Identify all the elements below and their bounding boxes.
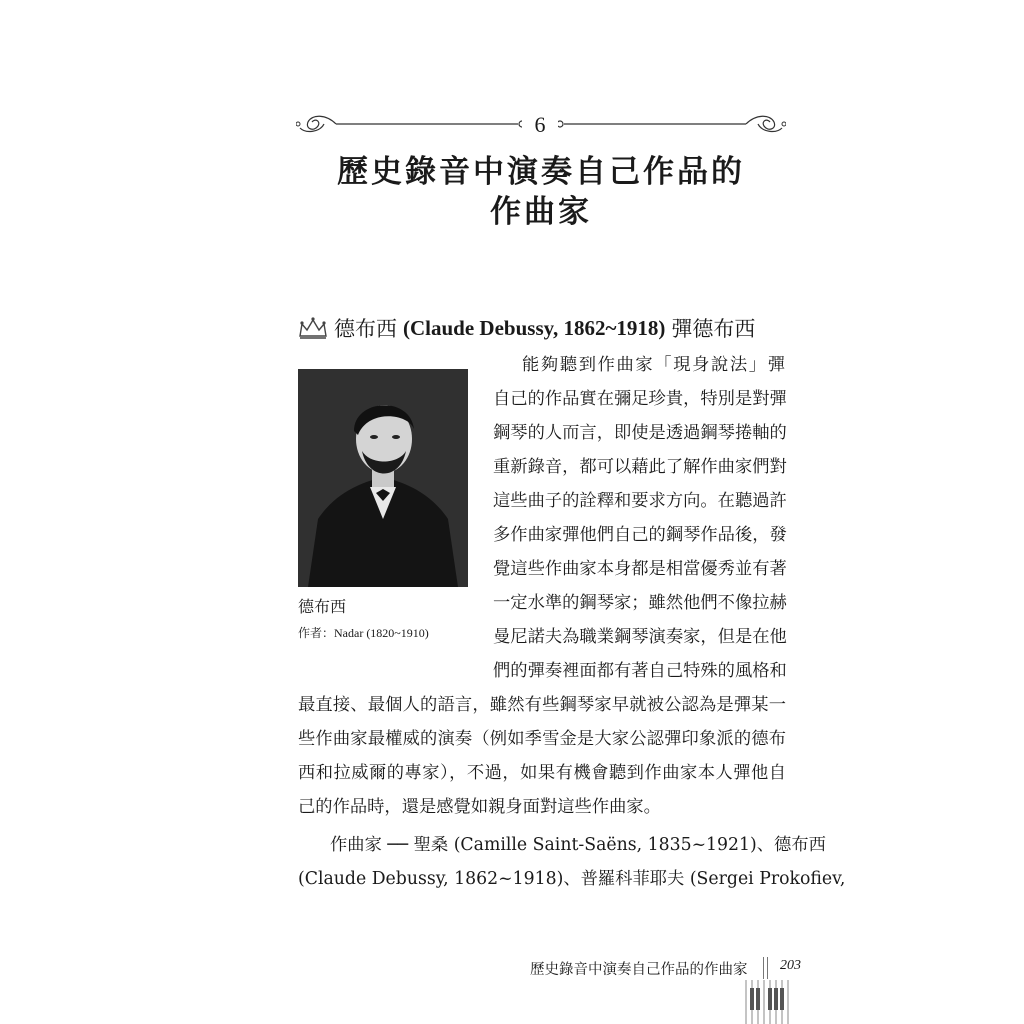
- piano-keys-decoration: [742, 980, 792, 1024]
- section-heading-subtitle: 彈德布西: [671, 317, 756, 341]
- crown-icon: [298, 316, 328, 340]
- body-line: 己的作品時，還是感覺如親身面對這些作曲家。: [298, 797, 661, 817]
- body-line: 重新錄音，都可以藉此了解作曲家們對: [493, 457, 787, 477]
- running-footer-title: 歷史錄音中演奏自己作品的作曲家: [530, 962, 748, 978]
- chapter-title-line-2: 作曲家: [490, 194, 592, 230]
- footer-divider: [767, 957, 768, 979]
- body-line: 西和拉威爾的專家），不過，如果有機會聽到作曲家本人彈他自: [298, 763, 786, 783]
- debussy-portrait-photo: [298, 369, 468, 587]
- section-heading-name-en: (Claude Debussy, 1862~1918): [403, 315, 666, 340]
- section-heading-name-zh: 德布西: [334, 317, 397, 341]
- chapter-title-line-1: 歷史錄音中演奏自己作品的: [337, 154, 745, 190]
- body-line: 最直接、最個人的語言，雖然有些鋼琴家早就被公認為是彈某一: [298, 695, 786, 715]
- body-line: 些作曲家最權威的演奏（例如季雪金是大家公認彈印象派的德布: [298, 729, 786, 749]
- body-line: (Claude Debussy, 1862~1918)、普羅科菲耶夫 (Sergei Prokofiev,: [298, 869, 846, 889]
- body-line: 們的彈奏裡面都有著自己特殊的風格和: [493, 661, 787, 681]
- body-line: 曼尼諾夫為職業鋼琴演奏家，但是在他: [493, 627, 787, 647]
- body-line: 能夠聽到作曲家「現身說法」彈: [522, 355, 785, 375]
- page-number: 203: [780, 958, 801, 973]
- body-line: 鋼琴的人而言，即使是透過鋼琴捲軸的: [493, 423, 787, 443]
- chapter-number: 6: [522, 112, 558, 138]
- body-line: 覺這些作曲家本身都是相當優秀並有著: [493, 559, 787, 579]
- photo-caption-author: 作者：Nadar (1820~1910): [298, 626, 429, 640]
- body-line: 作曲家 ── 聖桑 (Camille Saint-Saëns, 1835~1921)、德布西: [330, 835, 826, 855]
- body-line: 多作曲家彈他們自己的鋼琴作品後，發: [493, 525, 787, 545]
- body-line: 這些曲子的詮釋和要求方向。在聽過許: [493, 491, 787, 511]
- section-heading: [298, 312, 788, 344]
- footer-divider: [763, 957, 764, 979]
- photo-caption-name: 德布西: [298, 597, 347, 616]
- body-line: 自己的作品實在彌足珍貴，特別是對彈: [493, 389, 787, 409]
- body-line: 一定水準的鋼琴家；雖然他們不像拉赫: [493, 593, 787, 613]
